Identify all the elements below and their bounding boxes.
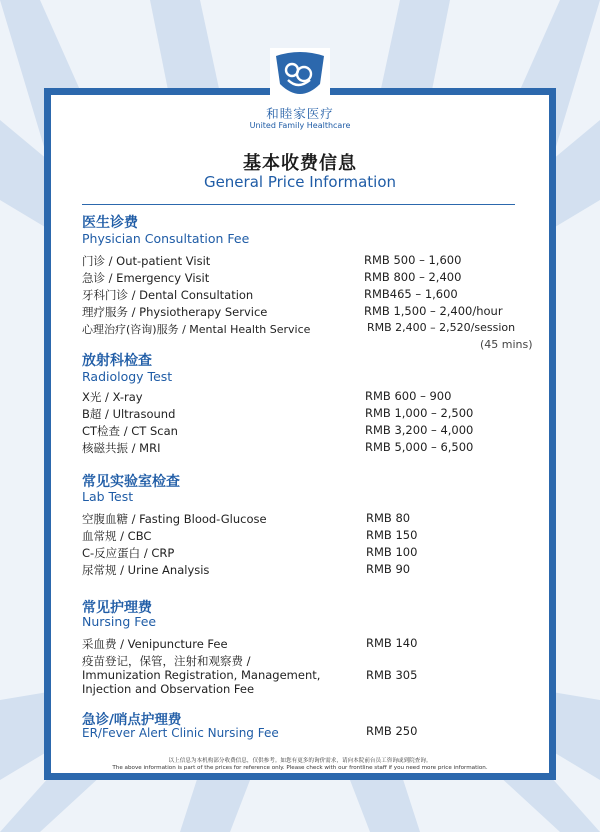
section-title-cn: 常见实验室检查 — [82, 474, 180, 490]
fee-label: 血常规 / CBC — [82, 529, 152, 543]
brand-name-en: United Family Healthcare — [249, 121, 351, 130]
section-title-cn: 急诊/哨点护理费 — [82, 712, 182, 728]
footer-note-en: The above information is part of the prices for reference only. Please check with our frontline staff if you need more price information. — [112, 765, 488, 771]
fee-label: 牙科门诊 / Dental Consultation — [82, 288, 254, 302]
fee-price: RMB465 – 1,600 — [364, 287, 458, 301]
fee-label: 核磁共振 / MRI — [82, 441, 161, 455]
logo-badge — [270, 48, 330, 102]
fee-label: CT检查 / CT Scan — [82, 424, 178, 438]
fee-price: RMB 100 — [366, 545, 418, 559]
fee-price: RMB 140 — [366, 636, 418, 650]
fee-price: RMB 600 – 900 — [365, 389, 452, 403]
section-title-en: Lab Test — [82, 489, 134, 504]
fee-price: RMB 800 – 2,400 — [364, 270, 462, 284]
brand-logo — [0, 48, 600, 136]
section-title-cn: 医生诊费 — [82, 215, 138, 231]
fee-price: RMB 1,000 – 2,500 — [365, 406, 474, 420]
fee-price: RMB 2,400 – 2,520/session — [367, 321, 516, 334]
section-title-en: Physician Consultation Fee — [82, 231, 250, 246]
fee-price: RMB 305 — [366, 668, 418, 682]
fee-label-line2: Immunization Registration, Management, — [82, 668, 321, 682]
fee-label: 疫苗登记，保管，注射和观察费 / — [82, 654, 251, 668]
fee-price: RMB 3,200 – 4,000 — [365, 423, 474, 437]
fee-note: (45 mins) — [480, 338, 533, 351]
footer-note-cn: 以上信息为本机构部分收费信息，仅供参考。如您有更多的询价需求，请向本院前台员工咨询或到院查询。 — [168, 758, 432, 764]
section-title-cn: 常见护理费 — [82, 600, 152, 616]
fee-price: RMB 250 — [366, 724, 418, 738]
fee-label: 门诊 / Out-patient Visit — [82, 254, 211, 268]
fee-label: C-反应蛋白 / CRP — [82, 546, 175, 560]
ufh-logo-icon — [274, 50, 326, 100]
section-title-en: Radiology Test — [82, 369, 173, 384]
fee-price: RMB 500 – 1,600 — [364, 253, 462, 267]
fee-price: RMB 5,000 – 6,500 — [365, 440, 474, 454]
fee-label: 急诊 / Emergency Visit — [82, 271, 210, 285]
brand-name-cn: 和睦家医疗 — [266, 106, 334, 121]
page-title-cn: 基本收费信息 — [243, 153, 357, 174]
fee-price: RMB 80 — [366, 511, 411, 525]
section-title-en: Nursing Fee — [82, 614, 157, 629]
section-title-en: ER/Fever Alert Clinic Nursing Fee — [82, 726, 279, 740]
fee-price: RMB 90 — [366, 562, 411, 576]
fee-label: X光 / X-ray — [82, 390, 143, 404]
fee-label: 尿常规 / Urine Analysis — [82, 563, 210, 577]
fee-label: B超 / Ultrasound — [82, 407, 176, 421]
fee-label: 心理治疗(咨询)服务 / Mental Health Service — [82, 323, 311, 336]
fee-label-line3: Injection and Observation Fee — [82, 682, 255, 696]
fee-price: RMB 150 — [366, 528, 418, 542]
fee-label: 空腹血糖 / Fasting Blood-Glucose — [82, 512, 267, 526]
fee-label: 采血费 / Venipuncture Fee — [82, 637, 228, 651]
page-title-en: General Price Information — [203, 173, 397, 191]
title-divider — [82, 204, 515, 205]
fee-label: 理疗服务 / Physiotherapy Service — [82, 305, 268, 319]
section-title-cn: 放射科检查 — [82, 353, 152, 369]
fee-price: RMB 1,500 – 2,400/hour — [364, 304, 503, 318]
